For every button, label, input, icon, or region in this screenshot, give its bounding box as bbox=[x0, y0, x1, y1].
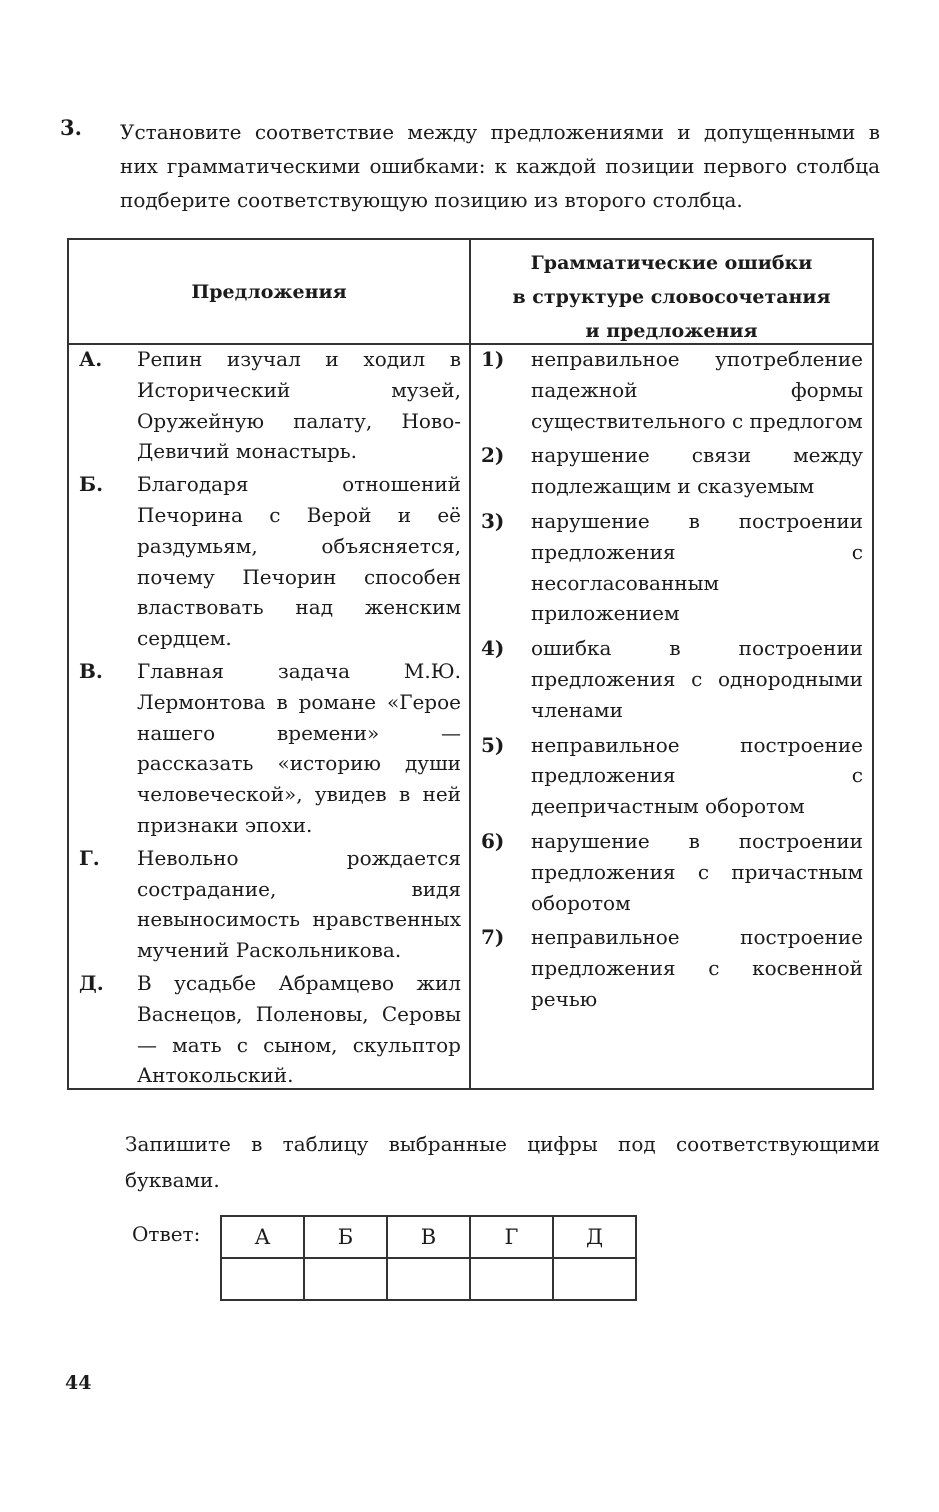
sentence-text: В усадьбе Абрамцево жил Васнецов, Поленовы, Серовы — мать с сыном, скульптор Антокольский. bbox=[137, 970, 461, 1088]
errors-header bbox=[471, 246, 872, 348]
error-item bbox=[481, 506, 863, 629]
answer-letter: В bbox=[387, 1216, 470, 1258]
task-text: Установите соответствие между предложениями и допущенными в них грамматическими ошибками: к каждой позиции первого столбца подберите соответствующую позицию из второго столбца. bbox=[120, 120, 880, 212]
error-text: нарушение в построении предложения с несогласованным приложением bbox=[531, 508, 863, 626]
errors-header-line: в структуре словосочетания bbox=[512, 286, 831, 308]
errors-header-line: Грамматические ошибки bbox=[530, 252, 813, 274]
answer-values-row bbox=[221, 1258, 636, 1300]
column-divider bbox=[469, 240, 471, 1088]
error-number: 7) bbox=[481, 925, 505, 950]
sentence-item bbox=[79, 656, 461, 841]
sentence-letter: В. bbox=[79, 658, 103, 683]
answer-cell[interactable] bbox=[387, 1258, 470, 1300]
sentence-text: Репин изучал и ходил в Исторический музей, Оружейную палату, Ново-Девичий монастырь. bbox=[137, 347, 461, 464]
error-number: 6) bbox=[481, 828, 505, 853]
answer-grid bbox=[220, 1215, 637, 1301]
answer-letter: Г bbox=[470, 1216, 553, 1258]
answer-letter: Б bbox=[304, 1216, 387, 1258]
matching-table bbox=[67, 238, 874, 1090]
error-number: 5) bbox=[481, 732, 505, 757]
error-number: 1) bbox=[481, 347, 505, 371]
error-number: 4) bbox=[481, 636, 505, 661]
error-number: 3) bbox=[481, 508, 505, 533]
answer-cell[interactable] bbox=[221, 1258, 304, 1300]
answer-label: Ответ: bbox=[132, 1222, 201, 1246]
error-text: неправильное употребление падежной формы существительного с предлогом bbox=[531, 347, 863, 433]
error-number: 2) bbox=[481, 443, 505, 468]
sentence-letter: Г. bbox=[79, 845, 100, 870]
task-number: 3. bbox=[60, 115, 82, 140]
sentence-text: Главная задача М.Ю. Лермонтова в романе «Герое нашего времени» — рассказать «историю души человеческой», увидев в ней признаки эпохи. bbox=[137, 658, 461, 837]
sentence-item bbox=[79, 344, 461, 467]
answer-letter: Д bbox=[553, 1216, 636, 1258]
answer-cell[interactable] bbox=[553, 1258, 636, 1300]
sentence-item bbox=[79, 469, 461, 654]
answer-letters-row bbox=[221, 1216, 636, 1258]
sentence-letter: Б. bbox=[79, 472, 104, 497]
error-text: нарушение связи между подлежащим и сказуемым bbox=[531, 443, 863, 499]
error-item bbox=[481, 440, 863, 502]
error-item bbox=[481, 922, 863, 1014]
sentence-letter: Д. bbox=[79, 970, 104, 995]
sentence-item bbox=[79, 843, 461, 966]
answer-cell[interactable] bbox=[304, 1258, 387, 1300]
sentence-text: Благодаря отношений Печорина с Верой и её раздумьям, объясняется, почему Печорин способен властвовать над женским сердцем. bbox=[137, 472, 461, 651]
sentence-item bbox=[79, 968, 461, 1091]
error-text: нарушение в построении предложения с причастным оборотом bbox=[531, 828, 863, 915]
errors-header-line: и предложения bbox=[585, 320, 758, 342]
error-item bbox=[481, 730, 863, 822]
sentences-header: Предложения bbox=[191, 280, 347, 303]
sentence-text: Невольно рождается сострадание, видя невыносимость нравственных мучений Раскольникова. bbox=[137, 845, 461, 963]
error-text: ошибка в построении предложения с однородными членами bbox=[531, 636, 863, 722]
error-item bbox=[481, 826, 863, 918]
answer-instruction: Запишите в таблицу выбранные цифры под соответствующими буквами. bbox=[125, 1132, 880, 1192]
error-text: неправильное построение предложения с косвенной речью bbox=[531, 925, 863, 1011]
answer-cell[interactable] bbox=[470, 1258, 553, 1300]
sentences-column bbox=[79, 344, 461, 1093]
page-number: 44 bbox=[65, 1372, 92, 1394]
errors-column bbox=[481, 344, 863, 1019]
answer-letter: А bbox=[221, 1216, 304, 1258]
sentence-letter: А. bbox=[79, 347, 103, 371]
error-item bbox=[481, 344, 863, 436]
error-item bbox=[481, 633, 863, 725]
error-text: неправильное построение предложения с деепричастным оборотом bbox=[531, 732, 863, 819]
